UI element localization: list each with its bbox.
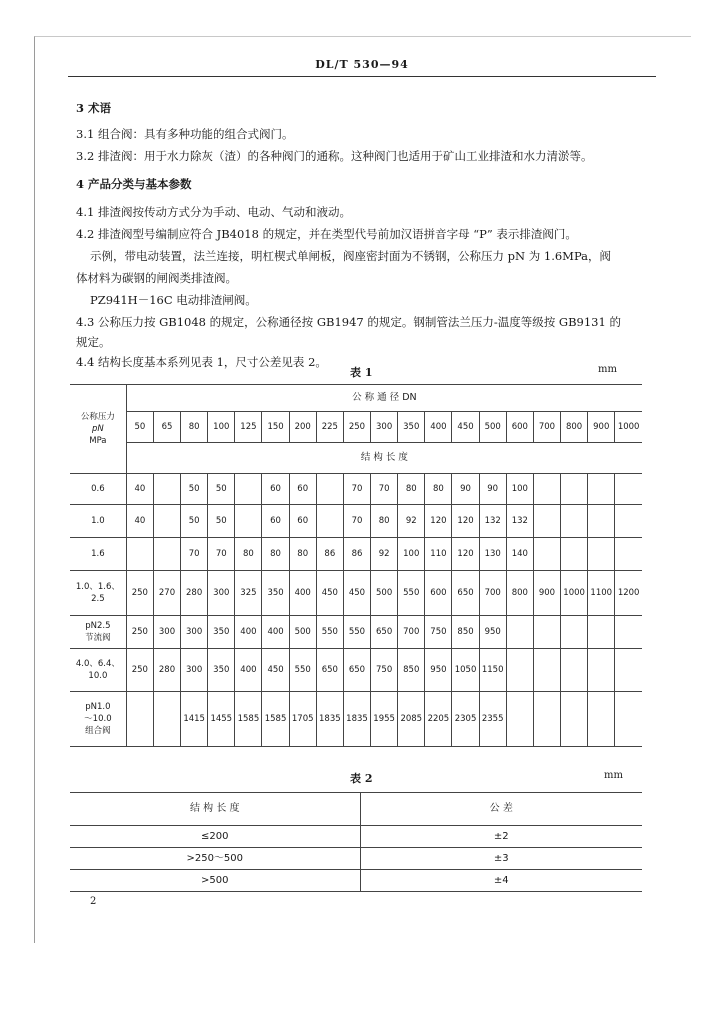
- length-cell: [561, 649, 588, 692]
- table-row: [70, 505, 642, 538]
- header-rule: [68, 76, 656, 77]
- length-cell: 130: [479, 538, 506, 571]
- length-cell: 2205: [425, 692, 452, 747]
- length-cell: [153, 474, 180, 505]
- length-cell: 70: [371, 474, 398, 505]
- table1-caption: 表 1: [350, 366, 373, 379]
- dn-value: 65: [153, 412, 180, 443]
- length-cell: [588, 692, 615, 747]
- pressure-label-line: 1.0、1.6、: [75, 582, 120, 592]
- length-cell: 100: [398, 538, 425, 571]
- length-cell: [561, 505, 588, 538]
- dn-value: 80: [181, 412, 208, 443]
- pressure-label-line: 10.0: [88, 671, 108, 681]
- length-cell: 450: [343, 571, 370, 616]
- length-cell: 400: [235, 616, 262, 649]
- length-cell: 750: [371, 649, 398, 692]
- length-cell: 1150: [479, 649, 506, 692]
- length-cell: 40: [126, 505, 153, 538]
- length-cell: 500: [289, 616, 316, 649]
- length-cell: 2355: [479, 692, 506, 747]
- length-cell: 50: [208, 474, 235, 505]
- length-cell: [561, 616, 588, 649]
- length-cell: 300: [153, 616, 180, 649]
- length-cell: 2305: [452, 692, 479, 747]
- dn-value: 150: [262, 412, 289, 443]
- length-cell: 250: [126, 571, 153, 616]
- table2-length-1: ≤200: [70, 826, 360, 848]
- length-cell: 600: [425, 571, 452, 616]
- length-cell: 450: [316, 571, 343, 616]
- length-cell: 300: [181, 649, 208, 692]
- pressure-label: [70, 692, 126, 747]
- dn-value: 700: [533, 412, 560, 443]
- length-cell: 70: [208, 538, 235, 571]
- length-cell: 650: [371, 616, 398, 649]
- section-4-title: 4 产品分类与基本参数: [76, 177, 192, 191]
- clause-4-3-line-1: 4.3 公称压力按 GB1048 的规定，公称通径按 GB1947 的规定。钢制管法兰压力-温度等级按 GB9131 的: [76, 315, 621, 329]
- length-cell: [588, 538, 615, 571]
- length-cell: [316, 474, 343, 505]
- length-cell: 300: [181, 616, 208, 649]
- length-cell: 60: [262, 474, 289, 505]
- length-cell: 1585: [235, 692, 262, 747]
- length-cell: 650: [316, 649, 343, 692]
- length-cell: 80: [262, 538, 289, 571]
- model-line: PZ941H－16C 电动排渣闸阀。: [90, 293, 257, 307]
- dn-header: 公 称 通 径 DN: [126, 385, 642, 412]
- length-cell: 120: [425, 505, 452, 538]
- length-cell: 950: [425, 649, 452, 692]
- pressure-header: [70, 385, 126, 474]
- pressure-label: [70, 474, 126, 505]
- length-cell: 1955: [371, 692, 398, 747]
- length-cell: 350: [262, 571, 289, 616]
- length-cell: 750: [425, 616, 452, 649]
- length-cell: 80: [371, 505, 398, 538]
- table-2: [70, 792, 642, 892]
- length-cell: 650: [343, 649, 370, 692]
- table-1: [70, 384, 642, 747]
- length-cell: 250: [126, 616, 153, 649]
- length-cell: [588, 474, 615, 505]
- length-cell: [533, 616, 560, 649]
- length-cell: 80: [235, 538, 262, 571]
- length-cell: 1455: [208, 692, 235, 747]
- length-cell: 40: [126, 474, 153, 505]
- length-cell: 1050: [452, 649, 479, 692]
- dn-value: 225: [316, 412, 343, 443]
- length-cell: 80: [289, 538, 316, 571]
- clause-4-3-line-2: 规定。: [76, 335, 111, 349]
- pressure-header-line: pN: [92, 424, 104, 434]
- length-cell: [588, 616, 615, 649]
- length-cell: 1100: [588, 571, 615, 616]
- length-cell: 270: [153, 571, 180, 616]
- length-cell: 280: [181, 571, 208, 616]
- dn-value: 600: [506, 412, 533, 443]
- length-cell: 700: [398, 616, 425, 649]
- length-cell: [615, 538, 642, 571]
- length-cell: [153, 692, 180, 747]
- length-cell: 300: [208, 571, 235, 616]
- section-3-title: 3 术语: [76, 101, 112, 115]
- length-cell: [533, 505, 560, 538]
- length-cell: 90: [479, 474, 506, 505]
- length-cell: [588, 505, 615, 538]
- pressure-label-line: pN1.0: [85, 702, 111, 712]
- length-cell: 2085: [398, 692, 425, 747]
- pressure-label-line: 1.0: [91, 516, 105, 526]
- length-cell: 80: [398, 474, 425, 505]
- table2-header-length: 结 构 长 度: [70, 793, 360, 826]
- length-cell: 450: [262, 649, 289, 692]
- length-cell: 400: [235, 649, 262, 692]
- length-cell: 325: [235, 571, 262, 616]
- pressure-label-line: 节流阀: [85, 633, 111, 643]
- length-cell: 132: [506, 505, 533, 538]
- length-cell: 70: [343, 505, 370, 538]
- pressure-header-line: 公称压力: [80, 412, 115, 422]
- pressure-label: [70, 649, 126, 692]
- table2-unit: mm: [604, 770, 623, 781]
- dn-value: 400: [425, 412, 452, 443]
- length-cell: 70: [343, 474, 370, 505]
- dn-value: 200: [289, 412, 316, 443]
- pressure-label: [70, 505, 126, 538]
- length-cell: 60: [289, 505, 316, 538]
- clause-3-2: 3.2 排渣阀：用于水力除灰（渣）的各种阀门的通称。这种阀门也适用于矿山工业排渣和水力清淤等。: [76, 149, 593, 163]
- length-cell: 400: [262, 616, 289, 649]
- length-cell: 60: [289, 474, 316, 505]
- length-cell: [588, 649, 615, 692]
- dn-value: 250: [343, 412, 370, 443]
- length-cell: 850: [452, 616, 479, 649]
- length-cell: 350: [208, 616, 235, 649]
- length-cell: [506, 649, 533, 692]
- length-cell: 100: [506, 474, 533, 505]
- length-cell: 120: [452, 505, 479, 538]
- table2-tol-2: ±3: [360, 848, 642, 870]
- table2-tol-1: ±2: [360, 826, 642, 848]
- length-cell: 1200: [615, 571, 642, 616]
- pressure-label: [70, 616, 126, 649]
- table-row: [70, 692, 642, 747]
- length-cell: 550: [316, 616, 343, 649]
- length-cell: 86: [343, 538, 370, 571]
- pressure-label-line: ～10.0: [84, 714, 112, 724]
- pressure-label-line: 4.0、6.4、: [75, 659, 120, 669]
- table2-length-2: >250～500: [70, 848, 360, 870]
- length-cell: 50: [181, 505, 208, 538]
- length-cell: 132: [479, 505, 506, 538]
- length-cell: [533, 474, 560, 505]
- dn-value: 50: [126, 412, 153, 443]
- dn-value: 300: [371, 412, 398, 443]
- table2-caption: 表 2: [350, 772, 373, 785]
- length-cell: 400: [289, 571, 316, 616]
- length-cell: [506, 616, 533, 649]
- length-cell: [153, 538, 180, 571]
- length-cell: 550: [398, 571, 425, 616]
- length-cell: [533, 649, 560, 692]
- length-cell: [235, 505, 262, 538]
- dn-value: 100: [208, 412, 235, 443]
- table-row: [70, 474, 642, 505]
- running-header: DL/T 530—94: [315, 58, 409, 71]
- length-cell: [533, 538, 560, 571]
- length-cell: 90: [452, 474, 479, 505]
- length-cell: 50: [208, 505, 235, 538]
- length-cell: 1415: [181, 692, 208, 747]
- pressure-label-line: pN2.5: [85, 621, 111, 631]
- table2-header-tolerance: 公 差: [360, 793, 642, 826]
- dn-value: 1000: [615, 412, 642, 443]
- dn-value: 450: [452, 412, 479, 443]
- length-cell: 70: [181, 538, 208, 571]
- length-cell: [561, 538, 588, 571]
- page-number: 2: [90, 896, 97, 907]
- length-cell: 500: [371, 571, 398, 616]
- length-cell: 50: [181, 474, 208, 505]
- length-cell: [615, 692, 642, 747]
- table1-unit: mm: [598, 364, 617, 375]
- length-cell: 280: [153, 649, 180, 692]
- length-cell: [126, 692, 153, 747]
- length-cell: 850: [398, 649, 425, 692]
- length-cell: 86: [316, 538, 343, 571]
- example-line-2: 体材料为碳钢的闸阀类排渣阀。: [76, 271, 237, 285]
- length-cell: 950: [479, 616, 506, 649]
- length-cell: 1585: [262, 692, 289, 747]
- length-cell: [615, 649, 642, 692]
- dn-value: 900: [588, 412, 615, 443]
- length-cell: 1835: [343, 692, 370, 747]
- dn-value: 350: [398, 412, 425, 443]
- pressure-label-line: 0.6: [91, 484, 105, 494]
- length-cell: 60: [262, 505, 289, 538]
- pressure-label: [70, 538, 126, 571]
- length-cell: 800: [506, 571, 533, 616]
- length-cell: [533, 692, 560, 747]
- length-cell: 140: [506, 538, 533, 571]
- length-cell: 92: [371, 538, 398, 571]
- length-cell: 120: [452, 538, 479, 571]
- dn-value: 125: [235, 412, 262, 443]
- clause-4-2: 4.2 排渣阀型号编制应符合 JB4018 的规定，并在类型代号前加汉语拼音字母 “P” 表示排渣阀门。: [76, 227, 577, 241]
- length-cell: [235, 474, 262, 505]
- table-row: [70, 616, 642, 649]
- length-cell: 110: [425, 538, 452, 571]
- length-cell: [561, 474, 588, 505]
- length-cell: [615, 474, 642, 505]
- pressure-label: [70, 571, 126, 616]
- length-cell: [561, 692, 588, 747]
- length-cell: 80: [425, 474, 452, 505]
- clause-4-1: 4.1 排渣阀按传动方式分为手动、电动、气动和液动。: [76, 205, 351, 219]
- length-cell: 650: [452, 571, 479, 616]
- pressure-label-line: 2.5: [91, 594, 105, 604]
- length-cell: [153, 505, 180, 538]
- length-cell: [615, 616, 642, 649]
- example-line-1: 示例，带电动装置，法兰连接，明杠楔式单闸板，阀座密封面为不锈钢，公称压力 pN 为 1.6MPa，阀: [90, 249, 612, 263]
- length-cell: [126, 538, 153, 571]
- length-cell: 1000: [561, 571, 588, 616]
- length-cell: 550: [289, 649, 316, 692]
- length-cell: [316, 505, 343, 538]
- length-cell: 92: [398, 505, 425, 538]
- length-header: 结 构 长 度: [126, 443, 642, 474]
- table2-tol-3: ±4: [360, 870, 642, 892]
- table-row: [70, 649, 642, 692]
- dn-value: 500: [479, 412, 506, 443]
- length-cell: 900: [533, 571, 560, 616]
- dn-value: 800: [561, 412, 588, 443]
- length-cell: 250: [126, 649, 153, 692]
- pressure-label-line: 组合阀: [85, 726, 111, 736]
- length-cell: 1835: [316, 692, 343, 747]
- clause-3-1: 3.1 组合阀：具有多种功能的组合式阀门。: [76, 127, 294, 141]
- length-cell: 1705: [289, 692, 316, 747]
- length-cell: 700: [479, 571, 506, 616]
- length-cell: [506, 692, 533, 747]
- table-row: [70, 571, 642, 616]
- table-row: [70, 538, 642, 571]
- pressure-label-line: 1.6: [91, 549, 105, 559]
- length-cell: 550: [343, 616, 370, 649]
- clause-4-4: 4.4 结构长度基本系列见表 1，尺寸公差见表 2。: [76, 355, 327, 369]
- length-cell: [615, 505, 642, 538]
- pressure-header-line: MPa: [89, 436, 107, 446]
- length-cell: 350: [208, 649, 235, 692]
- table2-length-3: >500: [70, 870, 360, 892]
